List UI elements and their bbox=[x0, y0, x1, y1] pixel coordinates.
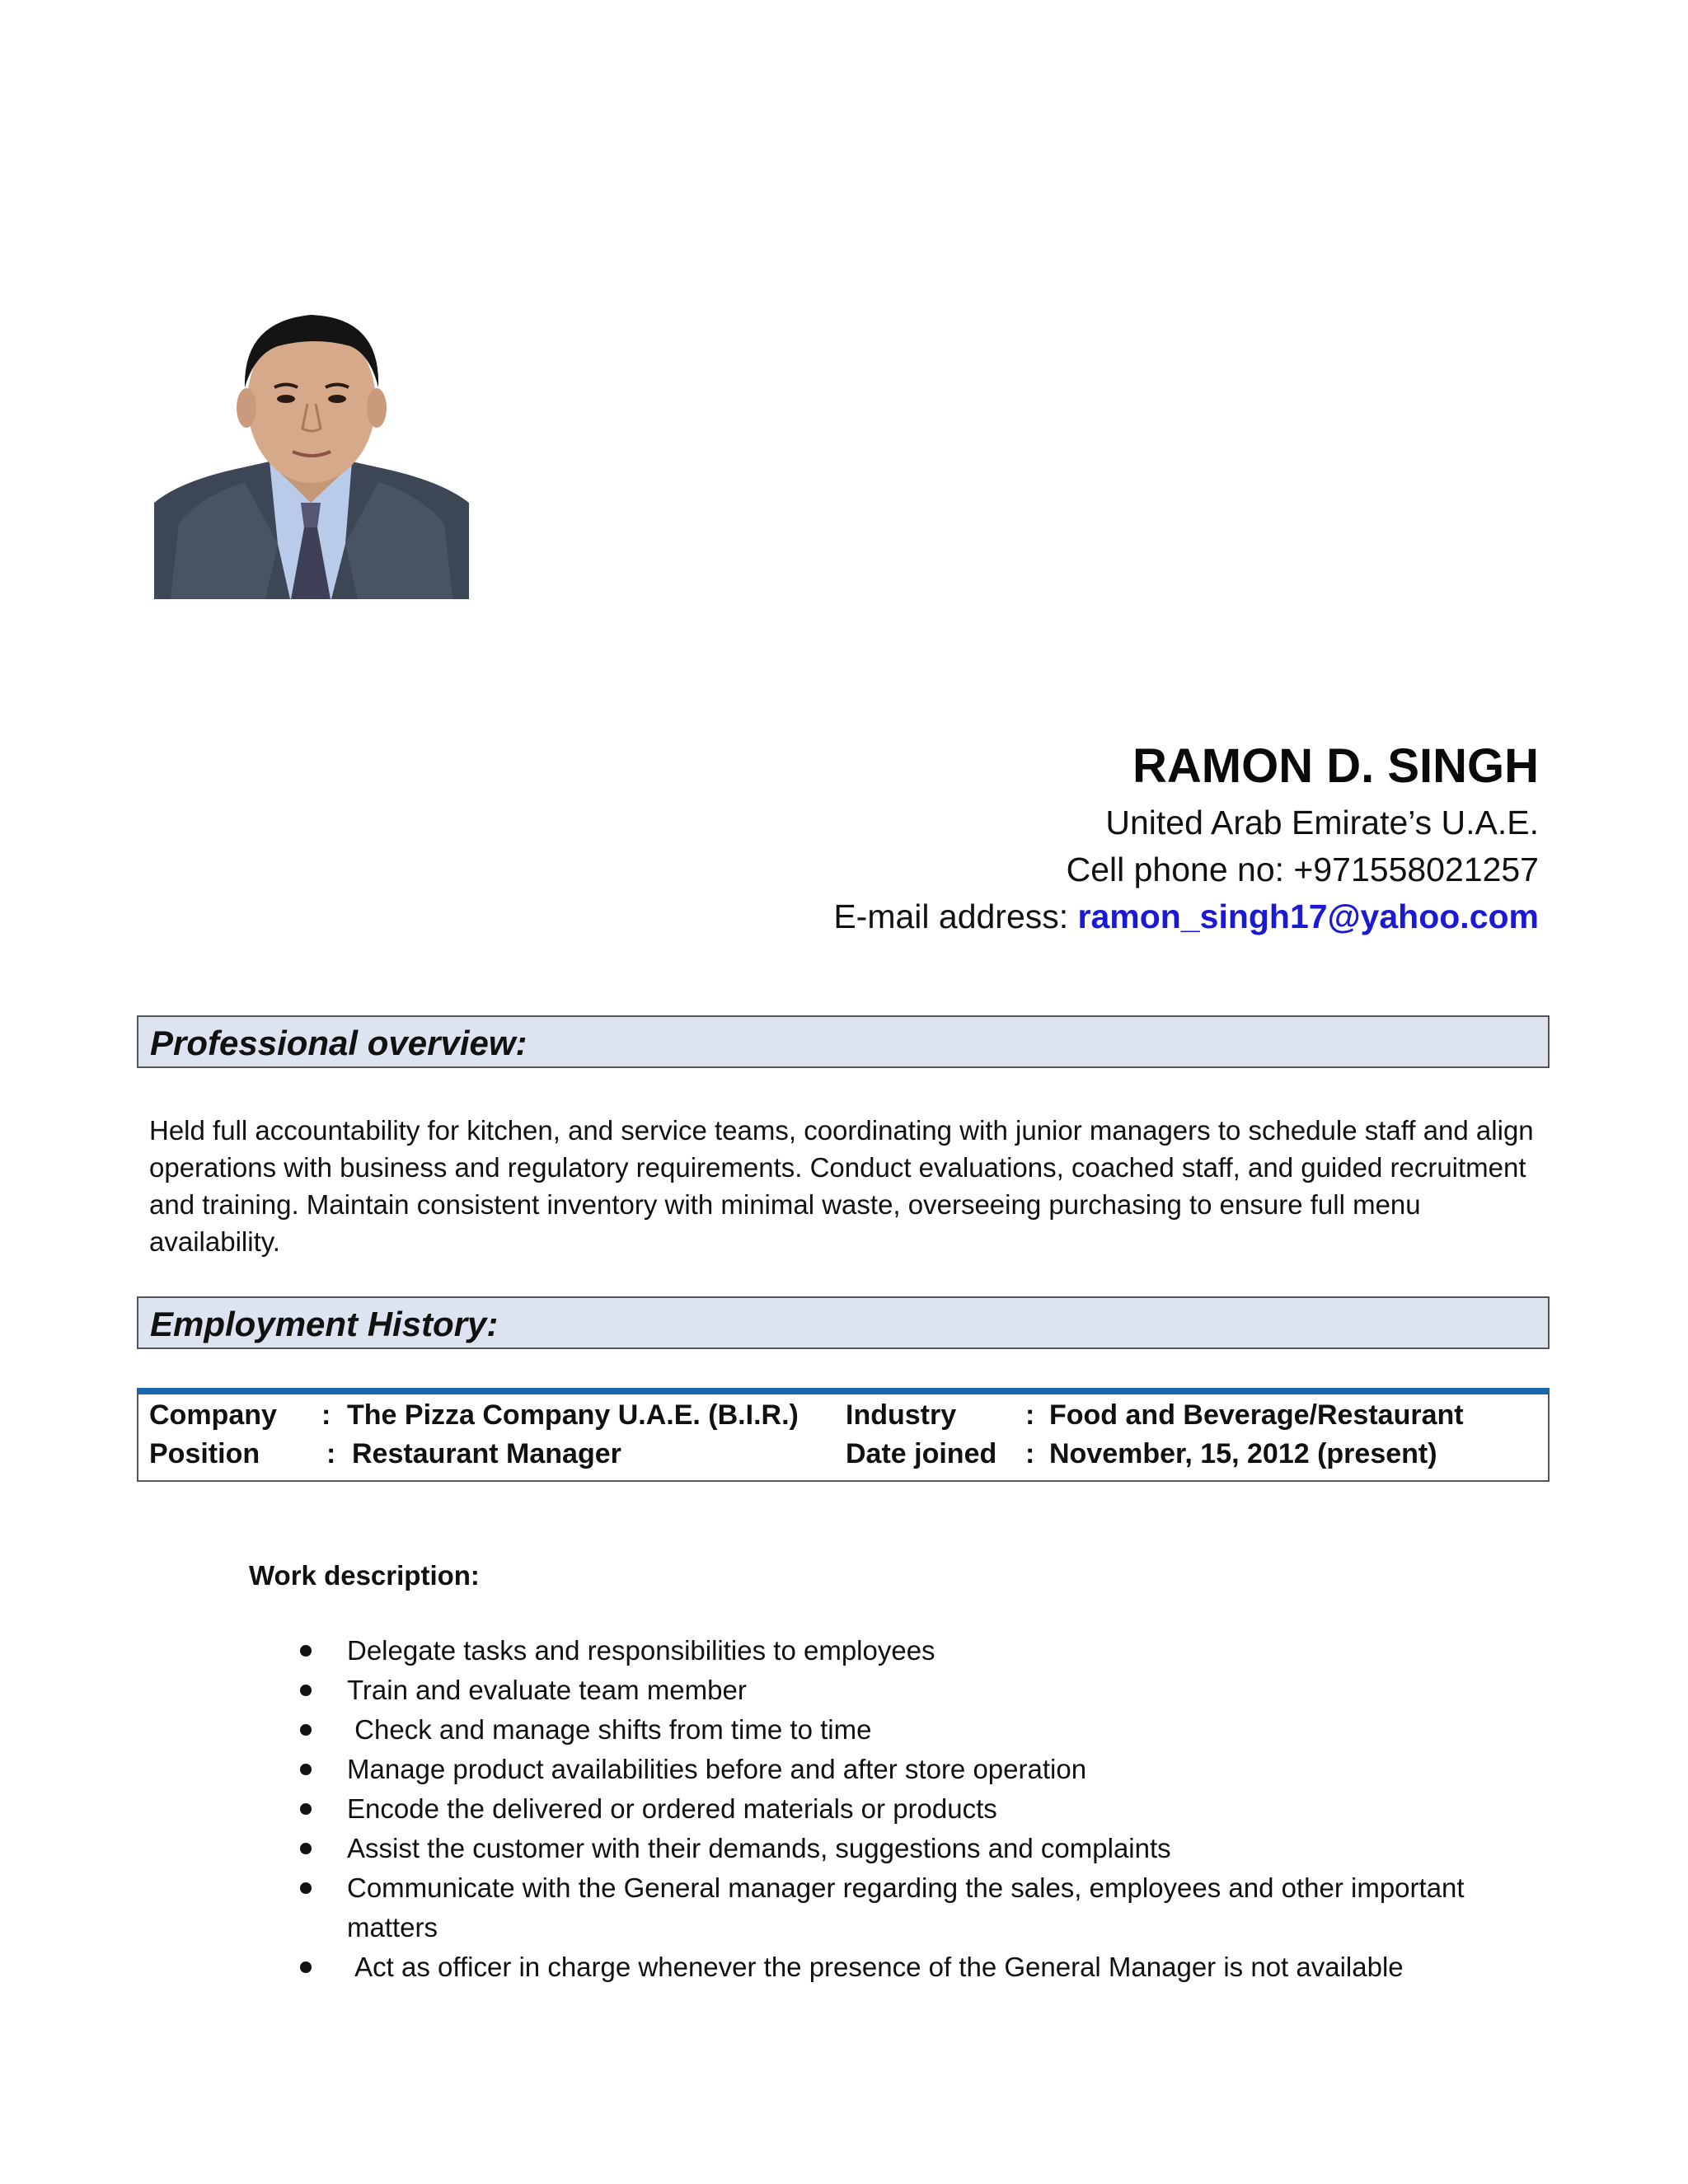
bullet-icon bbox=[300, 1803, 312, 1815]
bullet-icon bbox=[300, 1645, 312, 1657]
contact-block bbox=[632, 733, 1539, 940]
bullet-icon bbox=[300, 1685, 312, 1696]
list-item bbox=[0, 1710, 1688, 1750]
email-label: E-mail address: bbox=[833, 898, 1078, 935]
date-joined-label: Date joined bbox=[846, 1438, 997, 1469]
bullet-icon bbox=[300, 1882, 312, 1894]
bullet-icon bbox=[300, 1961, 312, 1973]
industry-colon: : bbox=[1025, 1399, 1035, 1431]
list-item-text: Train and evaluate team member bbox=[347, 1675, 747, 1705]
overview-paragraph: Held full accountability for kitchen, and service teams, coordinating with junior managers to schedule staff and align operations with business and regulatory requirements. Conduct evaluations, coached staff, and guided recruitment and training. Maintain consistent inventory with minimal waste, overseeing purchasing to ensure full menu availability. bbox=[149, 1115, 1534, 1257]
list-item bbox=[0, 1947, 1688, 1987]
email-line bbox=[632, 893, 1539, 940]
list-item-text: Communicate with the General manager regarding the sales, employees and other important matters bbox=[347, 1872, 1472, 1943]
phone-line: Cell phone no: +971558021257 bbox=[1066, 851, 1539, 888]
work-description-list bbox=[0, 1631, 1688, 1987]
overview-section-header bbox=[137, 1015, 1550, 1068]
email-link[interactable]: ramon_singh17@yahoo.com bbox=[1077, 898, 1539, 935]
employment-title: Employment History: bbox=[150, 1305, 499, 1343]
list-item bbox=[0, 1868, 1688, 1947]
company-colon: : bbox=[321, 1399, 331, 1431]
location-line: United Arab Emirate’s U.A.E. bbox=[1105, 804, 1539, 841]
list-item-text: Assist the customer with their demands, suggestions and complaints bbox=[347, 1833, 1171, 1863]
company-value: The Pizza Company U.A.E. (B.I.R.) bbox=[347, 1399, 799, 1431]
bullet-icon bbox=[300, 1724, 312, 1736]
overview-title: Professional overview: bbox=[150, 1024, 528, 1062]
candidate-name: RAMON D. SINGH bbox=[1132, 739, 1539, 793]
bullet-icon bbox=[300, 1843, 312, 1854]
list-item bbox=[0, 1789, 1688, 1829]
company-label: Company bbox=[149, 1399, 277, 1431]
date-joined-colon: : bbox=[1025, 1438, 1035, 1469]
industry-label: Industry bbox=[846, 1399, 957, 1431]
list-item-text: Act as officer in charge whenever the presence of the General Manager is not available bbox=[347, 1952, 1404, 1982]
position-label: Position bbox=[149, 1438, 260, 1469]
position-colon: : bbox=[326, 1438, 336, 1469]
date-joined-value: November, 15, 2012 (present) bbox=[1049, 1438, 1437, 1469]
list-item bbox=[0, 1631, 1688, 1671]
list-item-text: Encode the delivered or ordered materials or products bbox=[347, 1793, 997, 1824]
list-item-text: Delegate tasks and responsibilities to employees bbox=[347, 1635, 935, 1666]
employment-table bbox=[137, 1388, 1550, 1482]
list-item-text: Manage product availabilities before and after store operation bbox=[347, 1754, 1087, 1784]
profile-photo bbox=[154, 297, 469, 599]
employment-section-header bbox=[137, 1296, 1550, 1349]
position-value: Restaurant Manager bbox=[352, 1438, 621, 1469]
list-item bbox=[0, 1829, 1688, 1868]
industry-value: Food and Beverage/Restaurant bbox=[1049, 1399, 1464, 1431]
list-item bbox=[0, 1750, 1688, 1789]
list-item bbox=[0, 1671, 1688, 1710]
list-item-text: Check and manage shifts from time to time bbox=[347, 1714, 872, 1745]
bullet-icon bbox=[300, 1764, 312, 1775]
work-description-title: Work description: bbox=[249, 1560, 480, 1591]
